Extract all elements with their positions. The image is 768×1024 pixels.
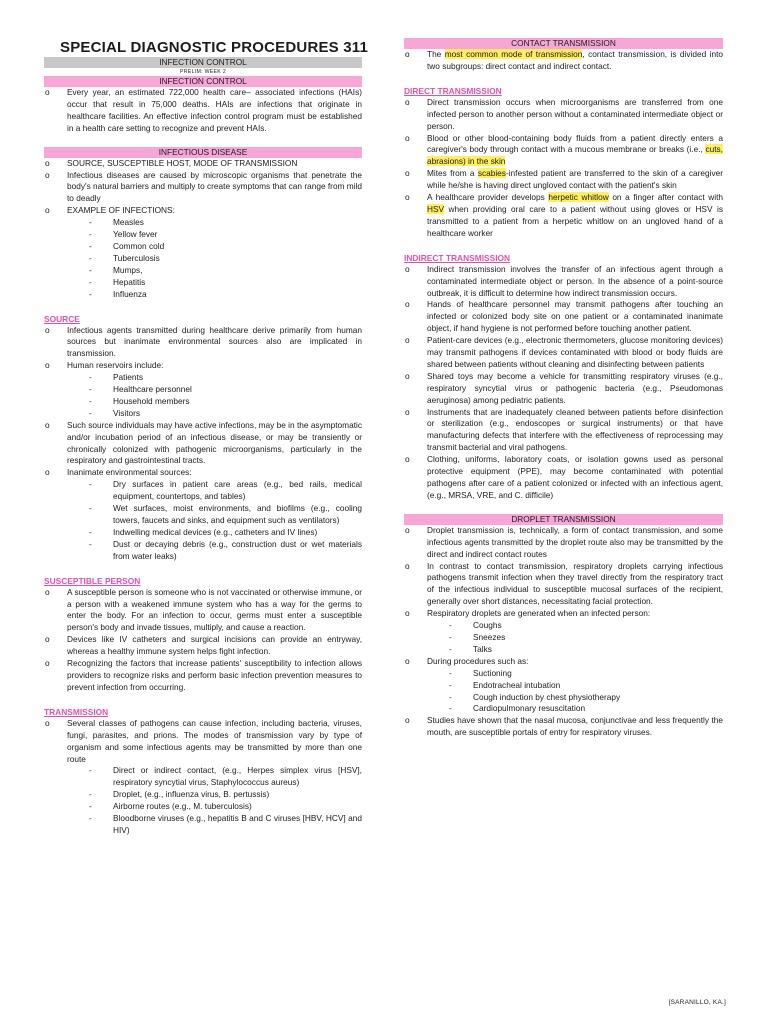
list-item (404, 656, 723, 716)
infection-control-list (44, 87, 362, 135)
list-item: o Devices like IV catheters and surgical incisions can provide an entryway, whereas a healthy immune system helps fight infection. (44, 634, 362, 658)
source-list (44, 325, 362, 563)
list-item (44, 718, 362, 837)
list-item-text: Respiratory droplets are generated when an infected person: (427, 608, 651, 619)
environmental-sources-sublist (67, 479, 362, 562)
sublist-item: - Patients (89, 372, 362, 384)
sublist-item: - Sneezes (449, 632, 723, 644)
infections-sublist (67, 217, 362, 300)
heading-direct-transmission: DIRECT TRANSMISSION (404, 85, 502, 96)
heading-susceptible-person: SUSCEPTIBLE PERSON (44, 575, 141, 586)
sublist-item: - Suctioning (449, 668, 723, 680)
contact-transmission-list (404, 49, 723, 73)
list-item: o Indirect transmission involves the transfer of an infectious agent through a contaminated intermediate object or person. In the absence of a point-source outbreak, it is difficult to determine how indirect transmission occurs. (404, 264, 723, 300)
prelim-label: PRELIM: WEEK 2 (180, 69, 226, 75)
section-band-infection-control: INFECTION CONTROL (44, 57, 362, 68)
sublist-item: - Cardiopulmonary resuscitation (449, 703, 723, 715)
list-item: o Infectious agents transmitted during healthcare derive primarily from human sources but inanimate environmental sources also are implicated in transmission. (44, 325, 362, 361)
list-item-text: Several classes of pathogens can cause infection, including bacteria, viruses, fungi, parasites, and prions. The modes of transmission vary by type of organism and some infectious agents may be transmitted by more than one route (67, 717, 362, 764)
transmission-list (44, 718, 362, 837)
list-item (44, 205, 362, 300)
sublist-item: - Common cold (89, 241, 362, 253)
list-item: o Such source individuals may have active infections, may be in the asymptomatic and/or incubation period of an infectious disease, or may be transiently or chronically colonized with pathogenic microorganisms, particularly in the respiratory and gastrointestinal tracts. (44, 420, 362, 468)
highlighted-text: scabies (477, 168, 506, 179)
list-item (44, 360, 362, 420)
list-item (404, 192, 723, 240)
list-item-text: Inanimate environmental sources: (67, 467, 192, 478)
list-item: o Patient-care devices (e.g., electronic thermometers, glucose monitoring devices) may transmit pathogens if devices contaminated with blood or body fluids are shared between patients without cleaning and disinfecting between patients (404, 335, 723, 371)
document-title: SPECIAL DIAGNOSTIC PROCEDURES 311 (60, 39, 369, 56)
sublist-item: - Endotracheal intubation (449, 680, 723, 692)
sublist-item: - Direct or indirect contact, (e.g., Herpes simplex virus [HSV], respiratory syncytial virus, Staphylococcus aureus) (89, 765, 362, 789)
section-band-infectious-disease: INFECTIOUS DISEASE (44, 147, 362, 158)
droplet-generated-sublist (427, 620, 723, 656)
direct-transmission-list (404, 97, 723, 240)
text-run: when providing oral care to a patient without using gloves or HSV is transmitted to a patient from a herpetic whitlow on an ungloved hand of a healthcare worker (427, 203, 723, 238)
highlighted-text: cuts, abrasions) in the skin (427, 144, 723, 167)
highlighted-text: HSV (427, 203, 445, 214)
sublist-item: - Influenza (89, 289, 362, 301)
text-run: A healthcare provider develops (427, 192, 549, 203)
droplet-transmission-list (404, 525, 723, 739)
section-band-droplet-transmission: DROPLET TRANSMISSION (404, 514, 723, 525)
right-column (404, 38, 723, 739)
sublist-item: - Measles (89, 217, 362, 229)
section-band-contact-transmission: CONTACT TRANSMISSION (404, 38, 723, 49)
sublist-item: - Hepatitis (89, 277, 362, 289)
highlighted-text: most common mode of transmission (444, 49, 583, 59)
sublist-item: - Household members (89, 396, 362, 408)
left-column (44, 57, 362, 837)
list-item: o SOURCE, SUSCEPTIBLE HOST, MODE OF TRANSMISSION (44, 158, 362, 170)
sublist-item: - Visitors (89, 408, 362, 420)
highlighted-text: herpetic whitlow (548, 192, 609, 203)
list-item: o Clothing, uniforms, laboratory coats, or isolation gowns used as personal protective equipment (PPE), may become contaminated with potential pathogens after care of a patient colonized or infected with an infectious agent, (e.g., MRSA, VRE, and C. difficile) (404, 454, 723, 502)
list-item (404, 608, 723, 656)
susceptible-list (44, 587, 362, 694)
list-item: o Infectious diseases are caused by microscopic organisms that penetrate the body's natural barriers and multiply to create symptoms that can range from mild to deadly (44, 170, 362, 206)
sublist-item: - Yellow fever (89, 229, 362, 241)
list-item: o Instruments that are inadequately cleaned between patients before disinfection or sterilization (e.g., endoscopes or surgical instruments) or that have manufacturing defects that interfere with the effectiveness of reprocessing may transmit bacterial and viral pathogens. (404, 407, 723, 455)
list-item: o Every year, an estimated 722,000 health care– associated infections (HAIs) occur that result in 75,000 deaths. HAIs are infections that originate in healthcare facilities. An effective infection control program must be established in a health care setting to recognize and prevent HAIs. (44, 87, 362, 135)
sublist-item: - Dust or decaying debris (e.g., construction dust or wet materials from water leaks) (89, 539, 362, 563)
text-run: -infested patient are transferred to the skin of a caregiver while he/she is having direct ungloved contact with the patient's skin (427, 168, 723, 191)
infectious-disease-list (44, 158, 362, 301)
sublist-item: - Mumps, (89, 265, 362, 277)
sublist-item: - Airborne routes (e.g., M. tuberculosis) (89, 801, 362, 813)
text-run: , contact transmission, is divided into two subgroups: direct contact and indirect contact. (427, 49, 723, 71)
sublist-item: - Cough induction by chest physiotherapy (449, 692, 723, 704)
indirect-transmission-list (404, 264, 723, 502)
sublist-item: - Tuberculosis (89, 253, 362, 265)
list-item-text: Human reservoirs include: (67, 360, 164, 371)
transmission-routes-sublist (67, 765, 362, 836)
heading-source: SOURCE (44, 313, 80, 324)
reservoirs-sublist (67, 372, 362, 420)
sublist-item: - Dry surfaces in patient care areas (e.g., bed rails, medical equipment, countertops, and tables) (89, 479, 362, 503)
droplet-procedures-sublist (427, 668, 723, 716)
list-item: o Shared toys may become a vehicle for transmitting respiratory viruses (e.g., respiratory syncytial virus or pathogenic bacteria (e.g., Pseudomonas aeruginosa) among pediatric patients. (404, 371, 723, 407)
text-run: on a finger after contact with (608, 192, 723, 203)
list-item: o A susceptible person is someone who is not vaccinated or otherwise immune, or a person with a weakened immune system who has a way for the germs to enter the body. For an infection to occur, germs must enter a susceptible person's body and invade tissues, multiply, and cause a reaction. (44, 587, 362, 635)
sublist-item: - Bloodborne viruses (e.g., hepatitis B and C viruses [HBV, HCV] and HIV) (89, 813, 362, 837)
text-run: Mites from a (427, 168, 478, 179)
sublist-item: - Talks (449, 644, 723, 656)
list-item: o Direct transmission occurs when microorganisms are transferred from one infected person to another person without a contaminated intermediate object or person. (404, 97, 723, 133)
author-footer: [SARANILLO, KA.] (668, 999, 726, 1006)
text-run: Blood or other blood-containing body fluids from a patient directly enters a caregiver's body through contact with a mucous membrane or breaks (i.e., (427, 132, 723, 155)
list-item-text: During procedures such as: (427, 655, 529, 666)
list-item (44, 467, 362, 562)
heading-transmission: TRANSMISSION (44, 706, 109, 717)
sublist-item: - Healthcare personnel (89, 384, 362, 396)
sublist-item: - Indwelling medical devices (e.g., catheters and IV lines) (89, 527, 362, 539)
list-item: o Studies have shown that the nasal mucosa, conjunctivae and less frequently the mouth, are susceptible portals of entry for respiratory viruses. (404, 715, 723, 739)
sublist-item: - Wet surfaces, moist environments, and biofilms (e.g., cooling towers, faucets and sinks, and equipment such as ventilators) (89, 503, 362, 527)
list-item (404, 133, 723, 169)
list-item: o Hands of healthcare personnel may transmit pathogens after touching an infected or colonized body site on one patient or a contaminated inanimate object, if hand hygiene is not performed before touching another patient. (404, 299, 723, 335)
heading-indirect-transmission: INDIRECT TRANSMISSION (404, 252, 511, 263)
sublist-item: - Droplet, (e.g., influenza virus, B. pertussis) (89, 789, 362, 801)
text-run: The (427, 49, 445, 59)
list-item (404, 49, 723, 73)
section-band-infection-control-2: INFECTION CONTROL (44, 76, 362, 87)
list-item: o In contrast to contact transmission, respiratory droplets carrying infectious pathogens transmit infection when they travel directly from the respiratory tract of the infectious individual to susceptible mucosal surfaces of the recipient, generally over short distances, necessitating facial protection. (404, 561, 723, 609)
sublist-item: - Coughs (449, 620, 723, 632)
list-item-text: EXAMPLE OF INFECTIONS: (67, 205, 175, 216)
list-item: o Recognizing the factors that increase patients' susceptibility to infection allows providers to recognize risks and perform basic infection prevention measures to prevent infection from occurring. (44, 658, 362, 694)
list-item: o Droplet transmission is, technically, a form of contact transmission, and some infectious agents transmitted by the droplet route also may be transmitted by the direct and indirect contact routes (404, 525, 723, 561)
list-item (404, 168, 723, 192)
